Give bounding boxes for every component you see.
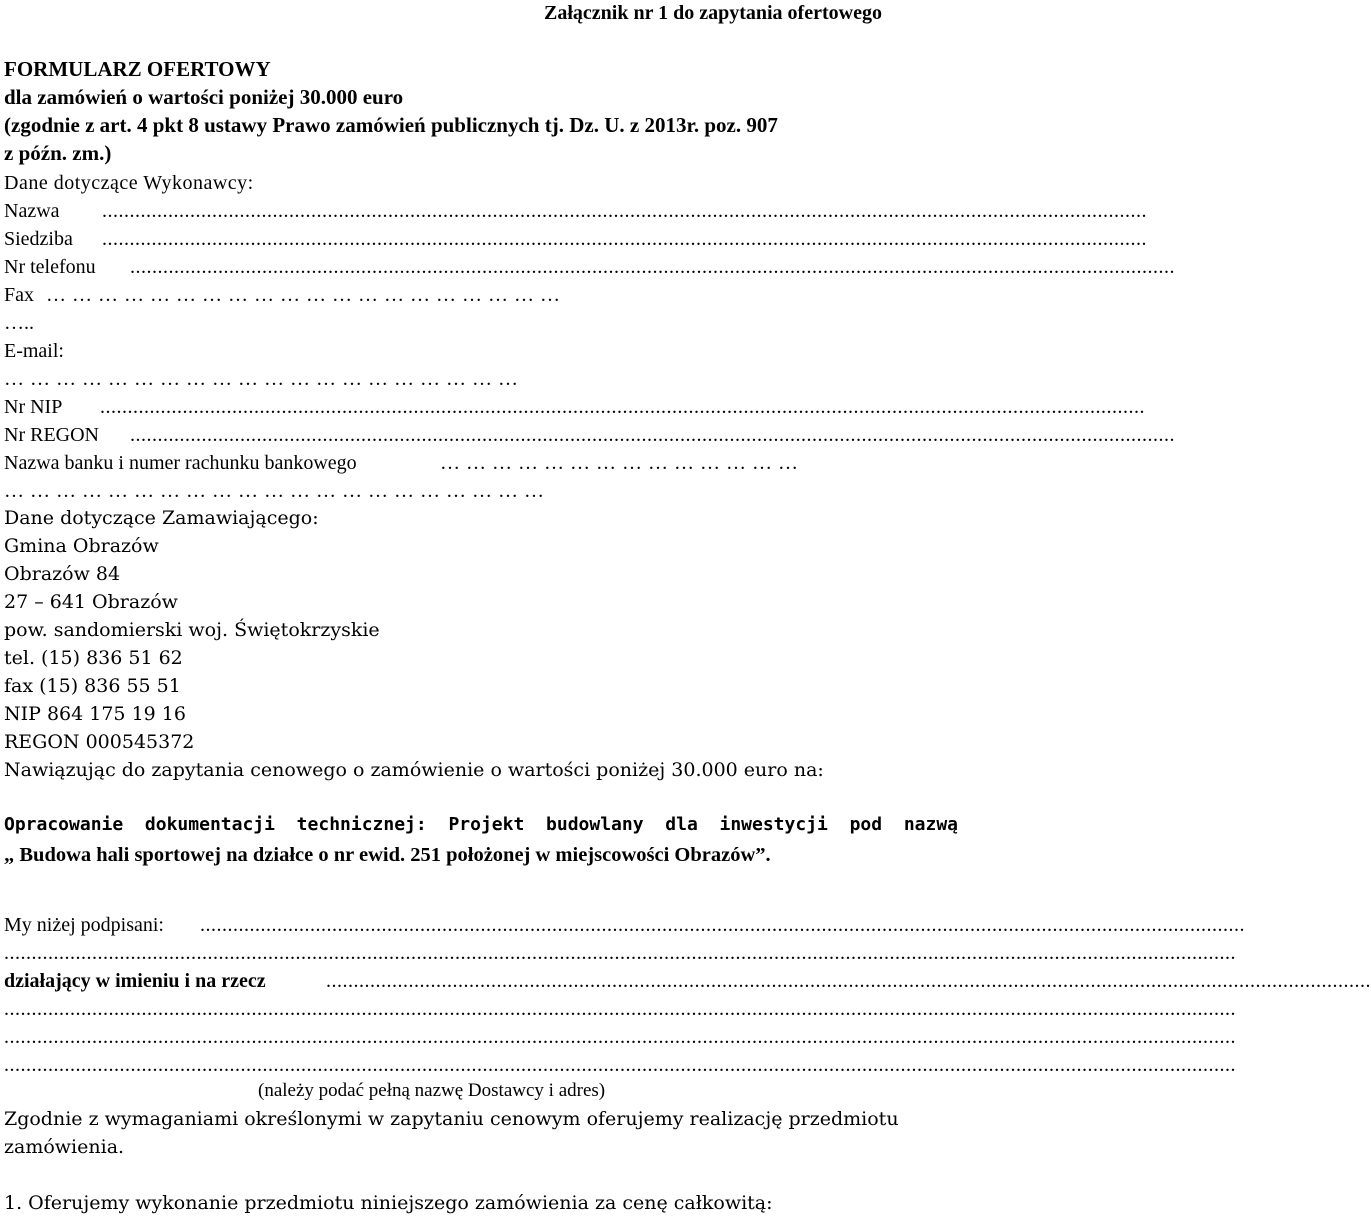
contractor-fax-label: Fax	[4, 284, 34, 306]
contractor-email-field[interactable]: … … … … … … … … … … … … … … … … … … … …	[4, 368, 519, 390]
compliance-line-2: zamówienia.	[4, 1136, 125, 1158]
signatories-field-line-2[interactable]: ................................................................................................................................................................................................................................	[4, 942, 1236, 964]
contractor-seat-field[interactable]: ..............................................................................................................................................................................................	[102, 228, 1147, 250]
acting-on-behalf-field[interactable]: ..............................................................................................................................................................................................	[326, 970, 1371, 992]
legal-basis-line-2: z późn. zm.)	[4, 141, 112, 165]
client-phone: tel. (15) 836 51 62	[4, 647, 183, 669]
acting-on-behalf-label: działający w imieniu i na rzecz	[4, 970, 266, 992]
client-nip: NIP 864 175 19 16	[4, 703, 186, 725]
contractor-name-label: Nazwa	[4, 200, 60, 222]
subject-line-1: Opracowanie dokumentacji technicznej: Projekt budowlany dla inwestycji pod nazwą	[4, 814, 958, 835]
contractor-name-field[interactable]: ..............................................................................................................................................................................................	[102, 200, 1147, 222]
contractor-bank-field-line-2[interactable]: … … … … … … … … … … … … … … … … … … … … …	[4, 480, 545, 502]
contractor-fax-field[interactable]: … … … … … … … … … … … … … … … … … … … …	[46, 284, 561, 306]
subject-line-2: „ Budowa hali sportowej na działce o nr ewid. 251 położonej w miejscowości Obrazów”.	[4, 844, 771, 866]
contractor-bank-field[interactable]: … … … … … … … … … … … … … …	[440, 452, 799, 474]
contractor-seat-label: Siedziba	[4, 228, 73, 250]
form-subtitle: dla zamówień o wartości poniżej 30.000 euro	[4, 85, 404, 109]
client-line-1: Gmina Obrazów	[4, 535, 159, 557]
contractor-phone-label: Nr telefonu	[4, 256, 96, 278]
client-line-2: Obrazów 84	[4, 563, 121, 585]
signatories-field[interactable]: ..............................................................................................................................................................................................	[200, 914, 1245, 936]
client-line-3: 27 – 641 Obrazów	[4, 591, 178, 613]
client-line-4: pow. sandomierski woj. Świętokrzyskie	[4, 619, 380, 641]
offer-point-1: 1. Oferujemy wykonanie przedmiotu niniejszego zamówienia za cenę całkowitą:	[4, 1192, 773, 1214]
legal-basis-line-1: (zgodnie z art. 4 pkt 8 ustawy Prawo zamówień publicznych tj. Dz. U. z 2013r. poz. 907	[4, 113, 778, 137]
compliance-line-1: Zgodnie z wymaganiami określonymi w zapytaniu cenowym oferujemy realizację przedmiotu	[4, 1108, 899, 1130]
contractor-email-label: E-mail:	[4, 340, 64, 362]
client-heading: Dane dotyczące Zamawiającego:	[4, 507, 319, 529]
reference-text: Nawiązując do zapytania cenowego o zamówienie o wartości poniżej 30.000 euro na:	[4, 759, 824, 781]
acting-on-behalf-field-line-2[interactable]: ................................................................................................................................................................................................................................	[4, 998, 1236, 1020]
supplier-name-hint: (należy podać pełną nazwę Dostawcy i adres)	[258, 1080, 606, 1101]
attachment-header: Załącznik nr 1 do zapytania ofertowego	[544, 2, 882, 24]
form-title: FORMULARZ OFERTOWY	[4, 57, 271, 81]
contractor-regon-label: Nr REGON	[4, 424, 99, 446]
client-fax: fax (15) 836 55 51	[4, 675, 181, 697]
signatories-label: My niżej podpisani:	[4, 914, 164, 936]
acting-on-behalf-field-line-3[interactable]: ................................................................................................................................................................................................................................	[4, 1026, 1236, 1048]
contractor-phone-field[interactable]: ..............................................................................................................................................................................................	[130, 256, 1175, 278]
contractor-heading: Dane dotyczące Wykonawcy:	[4, 172, 254, 194]
acting-on-behalf-field-line-4[interactable]: ................................................................................................................................................................................................................................	[4, 1054, 1236, 1076]
contractor-nip-field[interactable]: ..............................................................................................................................................................................................	[100, 396, 1145, 418]
contractor-fax-continuation: …..	[4, 312, 34, 334]
contractor-bank-label: Nazwa banku i numer rachunku bankowego	[4, 452, 357, 474]
contractor-nip-label: Nr NIP	[4, 396, 63, 418]
client-regon: REGON 000545372	[4, 731, 195, 753]
contractor-regon-field[interactable]: ..............................................................................................................................................................................................	[130, 424, 1175, 446]
